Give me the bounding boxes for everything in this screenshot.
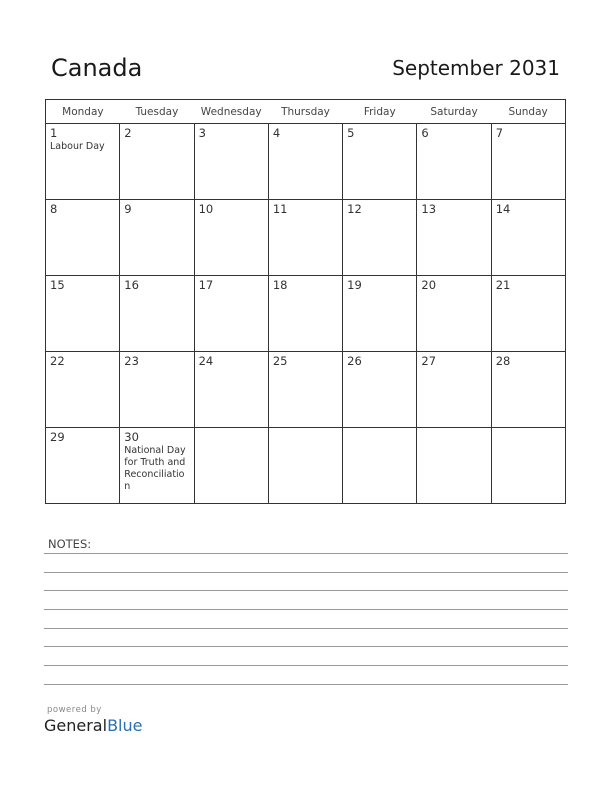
- weekday-sunday: Sunday: [491, 100, 565, 124]
- day-cell: [194, 352, 268, 428]
- day-cell-empty: [491, 428, 565, 504]
- day-number: 14: [495, 202, 511, 216]
- note-line: [44, 590, 568, 591]
- day-cell: [120, 352, 194, 428]
- day-number: 30: [124, 430, 139, 444]
- day-cell: [268, 200, 342, 276]
- day-cell: [491, 352, 565, 428]
- day-cell: [343, 276, 417, 352]
- note-line: [44, 684, 568, 685]
- day-cell: [46, 428, 120, 504]
- week-row-5: [46, 428, 566, 504]
- day-cell: [194, 124, 268, 200]
- day-cell: [46, 352, 120, 428]
- day-number: 4: [272, 126, 281, 140]
- week-row-2: [46, 200, 566, 276]
- day-number: 3: [198, 126, 206, 140]
- holiday-label: Labour Day: [50, 141, 105, 152]
- note-line: [44, 646, 568, 647]
- day-number: 16: [124, 278, 139, 292]
- week-row-1: [46, 124, 566, 200]
- day-number: 13: [421, 202, 437, 216]
- day-cell: [491, 276, 565, 352]
- day-cell: [268, 124, 342, 200]
- day-number: 2: [124, 126, 132, 140]
- day-number: 1: [50, 126, 58, 140]
- day-cell: [46, 276, 120, 352]
- day-cell: [194, 200, 268, 276]
- day-cell: [417, 200, 491, 276]
- day-number: 10: [198, 202, 214, 216]
- day-cell-empty: [194, 428, 268, 504]
- country-title: Canada: [51, 54, 143, 82]
- weekday-thursday: Thursday: [268, 100, 342, 124]
- note-line: [44, 609, 568, 610]
- day-cell: [343, 200, 417, 276]
- note-line: [44, 553, 568, 554]
- day-number: 29: [50, 430, 65, 444]
- weekday-friday: Friday: [343, 100, 417, 124]
- weekday-wednesday: Wednesday: [194, 100, 268, 124]
- day-cell: [120, 276, 194, 352]
- notes-label: NOTES:: [48, 537, 92, 551]
- day-number: 15: [50, 278, 65, 292]
- note-line: [44, 628, 568, 629]
- day-cell: [46, 200, 120, 276]
- day-number: 24: [198, 354, 214, 368]
- day-number: 22: [50, 354, 65, 368]
- day-cell-empty: [268, 428, 342, 504]
- day-number: 27: [421, 354, 437, 368]
- note-line: [44, 572, 568, 573]
- day-number: 26: [347, 354, 362, 368]
- day-cell: [491, 200, 565, 276]
- day-cell: [268, 276, 342, 352]
- day-cell: [120, 124, 194, 200]
- day-number: 28: [495, 354, 511, 368]
- brand-blue: Blue: [107, 716, 143, 735]
- calendar-grid: [45, 99, 566, 504]
- day-cell: [120, 200, 194, 276]
- day-cell: [268, 352, 342, 428]
- weekday-saturday: Saturday: [417, 100, 491, 124]
- brand-general: General: [44, 716, 108, 735]
- day-number: 7: [495, 126, 504, 140]
- day-number: 20: [421, 278, 437, 292]
- day-number: 17: [198, 278, 214, 292]
- note-line: [44, 665, 568, 666]
- month-title: September 2031: [392, 56, 560, 80]
- day-number: 23: [124, 354, 139, 368]
- day-number: 19: [347, 278, 362, 292]
- day-cell: [120, 428, 194, 504]
- day-number: 5: [347, 126, 355, 140]
- holiday-label: National Day for Truth and Reconciliation: [124, 445, 186, 492]
- day-cell: [343, 352, 417, 428]
- day-number: 25: [272, 354, 288, 368]
- day-number: 6: [421, 126, 429, 140]
- day-number: 11: [272, 202, 288, 216]
- day-cell: [417, 352, 491, 428]
- powered-by-text: powered by: [47, 705, 102, 715]
- day-cell: [491, 124, 565, 200]
- day-cell: [46, 124, 120, 200]
- weekday-header-row: [46, 100, 566, 124]
- weekday-tuesday: Tuesday: [120, 100, 194, 124]
- day-number: 8: [50, 202, 58, 216]
- week-row-3: [46, 276, 566, 352]
- weekday-monday: Monday: [46, 100, 120, 124]
- day-number: 18: [272, 278, 288, 292]
- day-number: 12: [347, 202, 362, 216]
- day-cell: [417, 124, 491, 200]
- day-cell-empty: [343, 428, 417, 504]
- day-cell: [417, 276, 491, 352]
- day-cell: [194, 276, 268, 352]
- day-number: 21: [495, 278, 511, 292]
- brand-logo: [44, 716, 142, 735]
- week-row-4: [46, 352, 566, 428]
- day-cell: [343, 124, 417, 200]
- day-cell-empty: [417, 428, 491, 504]
- day-number: 9: [124, 202, 132, 216]
